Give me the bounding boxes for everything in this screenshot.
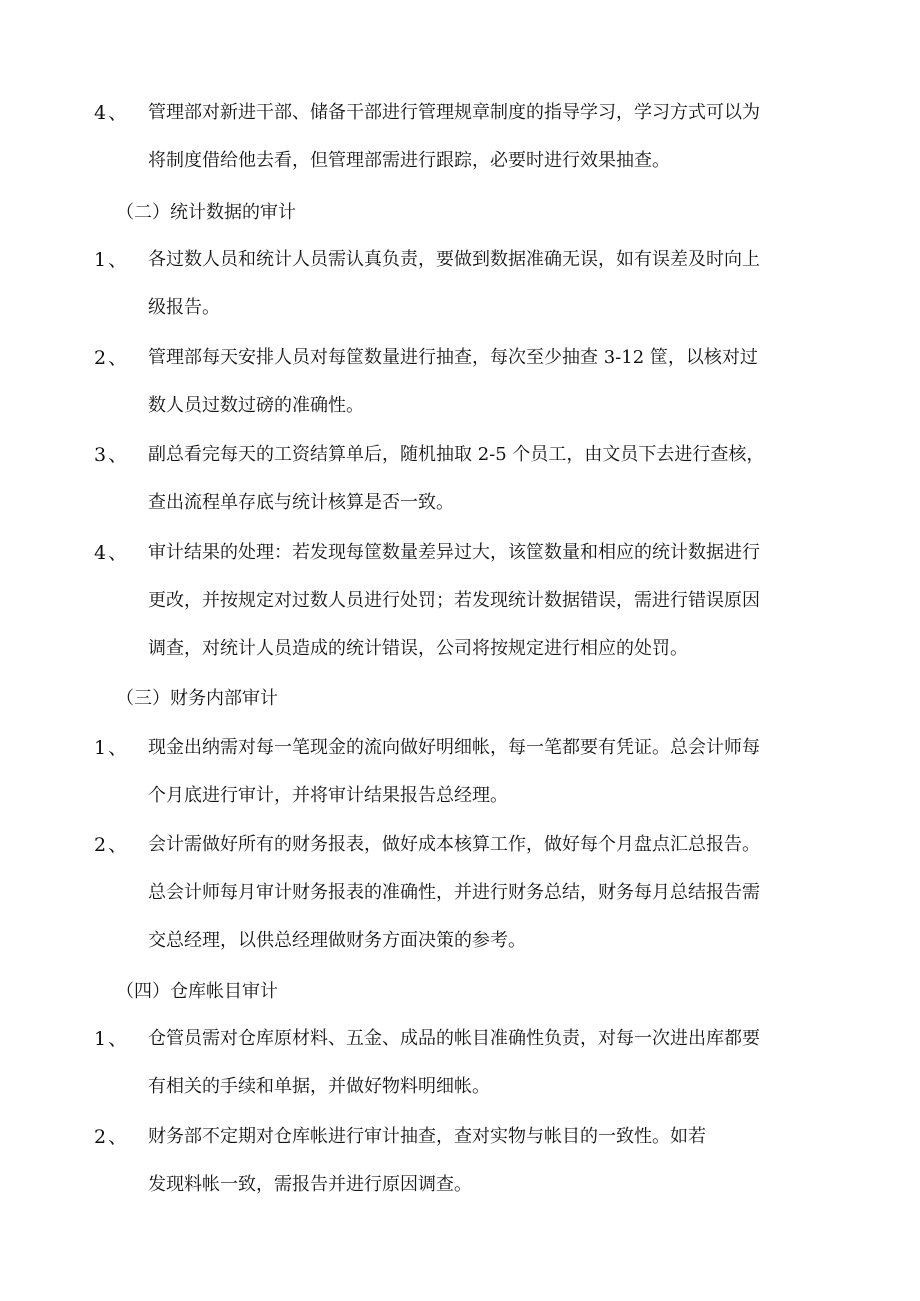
section-heading: （三）财务内部审计	[116, 688, 278, 709]
item-text-line: 审计结果的处理：若发现每筐数量差异过大，该筐数量和相应的统计数据进行	[148, 542, 760, 563]
item-text-line: 管理部对新进干部、储备干部进行管理规章制度的指导学习，学习方式可以为	[148, 102, 760, 123]
item-number: 2、	[94, 1126, 130, 1148]
item-text-line: 发现料帐一致，需报告并进行原因调查。	[148, 1174, 472, 1195]
item-text-line: 管理部每天安排人员对每筐数量进行抽查，每次至少抽查 3-12 筐，以核对过	[148, 347, 758, 368]
item-text-line: 现金出纳需对每一笔现金的流向做好明细帐，每一笔都要有凭证。总会计师每	[148, 737, 760, 758]
item-text-line: 总会计师每月审计财务报表的准确性，并进行财务总结，财务每月总结报告需	[148, 882, 760, 903]
item-number: 4、	[94, 542, 130, 564]
section-heading: （二）统计数据的审计	[116, 202, 296, 223]
item-text-line: 调查，对统计人员造成的统计错误，公司将按规定进行相应的处罚。	[148, 638, 688, 659]
item-text-line: 仓管员需对仓库原材料、五金、成品的帐目准确性负责，对每一次进出库都要	[148, 1028, 760, 1049]
item-number: 1、	[94, 737, 130, 759]
section-heading: （四）仓库帐目审计	[116, 981, 278, 1002]
item-text-line: 更改，并按规定对过数人员进行处罚；若发现统计数据错误，需进行错误原因	[148, 590, 760, 611]
item-number: 2、	[94, 347, 130, 369]
item-text-line: 副总看完每天的工资结算单后，随机抽取 2-5 个员工，由文员下去进行查核，	[148, 444, 765, 465]
item-text-line: 数人员过数过磅的准确性。	[148, 395, 364, 416]
item-text-line: 会计需做好所有的财务报表，做好成本核算工作，做好每个月盘点汇总报告。	[148, 834, 760, 855]
item-number: 3、	[94, 444, 130, 466]
item-number: 1、	[94, 249, 130, 271]
item-text-line: 各过数人员和统计人员需认真负责，要做到数据准确无误，如有误差及时向上	[148, 249, 760, 270]
item-text-line: 查出流程单存底与统计核算是否一致。	[148, 492, 454, 513]
item-text-line: 有相关的手续和单据，并做好物料明细帐。	[148, 1076, 490, 1097]
item-text-line: 级报告。	[148, 297, 220, 318]
item-number: 4、	[94, 102, 130, 124]
item-text-line: 财务部不定期对仓库帐进行审计抽查，查对实物与帐目的一致性。如若	[148, 1126, 706, 1147]
item-text-line: 个月底进行审计，并将审计结果报告总经理。	[148, 785, 508, 806]
item-text-line: 将制度借给他去看，但管理部需进行跟踪，必要时进行效果抽查。	[148, 150, 670, 171]
item-number: 1、	[94, 1028, 130, 1050]
item-number: 2、	[94, 834, 130, 856]
item-text-line: 交总经理，以供总经理做财务方面决策的参考。	[148, 930, 526, 951]
